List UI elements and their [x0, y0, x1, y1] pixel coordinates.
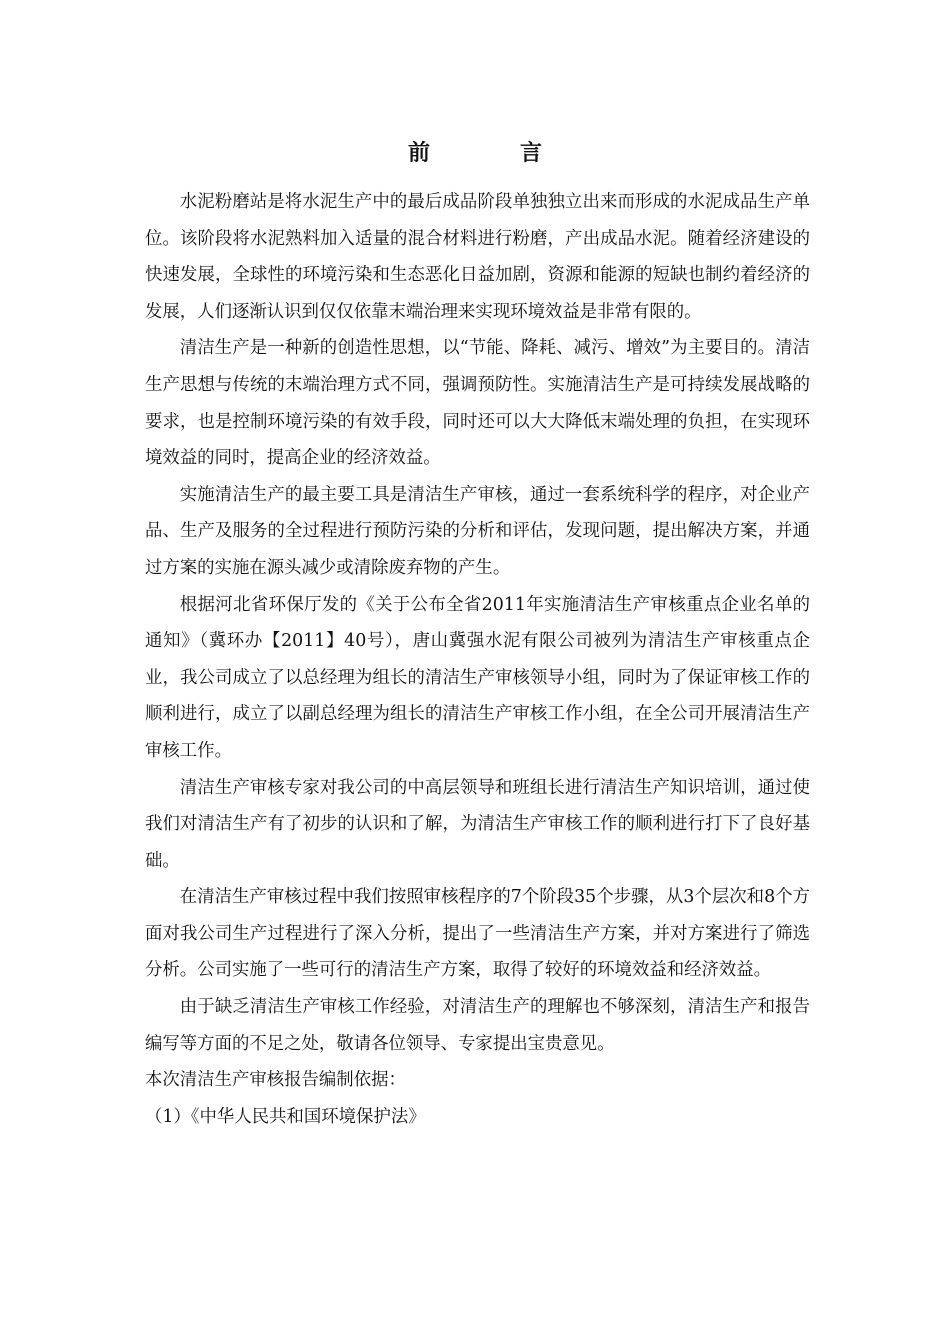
paragraph-notice: 根据河北省环保厅发的《关于公布全省2011年实施清洁生产审核重点企业名单的通知》（冀环办【2011】40号），唐山冀强水泥有限公司被列为清洁生产审核重点企业，我公司成立了以总经理为组长的清洁生产审核领导小组，同时为了保证审核工作的顺利进行，成立了以副总经理为组长的清洁生产审核工作小组，在全公司开展清洁生产审核工作。	[145, 594, 810, 761]
paragraph-training: 清洁生产审核专家对我公司的中高层领导和班组长进行清洁生产知识培训，通过使我们对清洁生产有了初步的认识和了解，为清洁生产审核工作的顺利进行打下了良好基础。	[145, 777, 810, 871]
paragraph-apology: 由于缺乏清洁生产审核工作经验，对清洁生产的理解也不够深刻，清洁生产和报告编写等方面的不足之处，敬请各位领导、专家提出宝贵意见。	[145, 997, 810, 1054]
page-title: 前 言	[407, 140, 576, 166]
document-body	[145, 184, 810, 1135]
basis-item: （1）《中华人民共和国环境保护法》	[145, 1106, 426, 1127]
paragraph-audit-tool: 实施清洁生产的最主要工具是清洁生产审核，通过一套系统科学的程序，对企业产品、生产及服务的全过程进行预防污染的分析和评估，发现问题，提出解决方案，并通过方案的实施在源头减少或清除废弃物的产生。	[145, 484, 810, 578]
paragraph-clean-production: 清洁生产是一种新的创造性思想，以“节能、降耗、减污、增效”为主要目的。清洁生产思想与传统的末端治理方式不同，强调预防性。实施清洁生产是可持续发展战略的要求，也是控制环境污染的有效手段，同时还可以大大降低末端处理的负担，在实现环境效益的同时，提高企业的经济效益。	[145, 338, 810, 469]
paragraph-process: 在清洁生产审核过程中我们按照审核程序的7个阶段35个步骤，从3个层次和8个方面对我公司生产过程进行了深入分析，提出了一些清洁生产方案，并对方案进行了筛选分析。公司实施了一些可行的清洁生产方案，取得了较好的环境效益和经济效益。	[145, 887, 810, 981]
basis-intro: 本次清洁生产审核报告编制依据：	[145, 1070, 406, 1091]
paragraph-intro: 水泥粉磨站是将水泥生产中的最后成品阶段单独独立出来而形成的水泥成品生产单位。该阶段将水泥熟料加入适量的混合材料进行粉磨，产出成品水泥。随着经济建设的快速发展，全球性的环境污染和生态恶化日益加剧，资源和能源的短缺也制约着经济的发展，人们逐渐认识到仅仅依靠末端治理来实现环境效益是非常有限的。	[145, 192, 810, 322]
